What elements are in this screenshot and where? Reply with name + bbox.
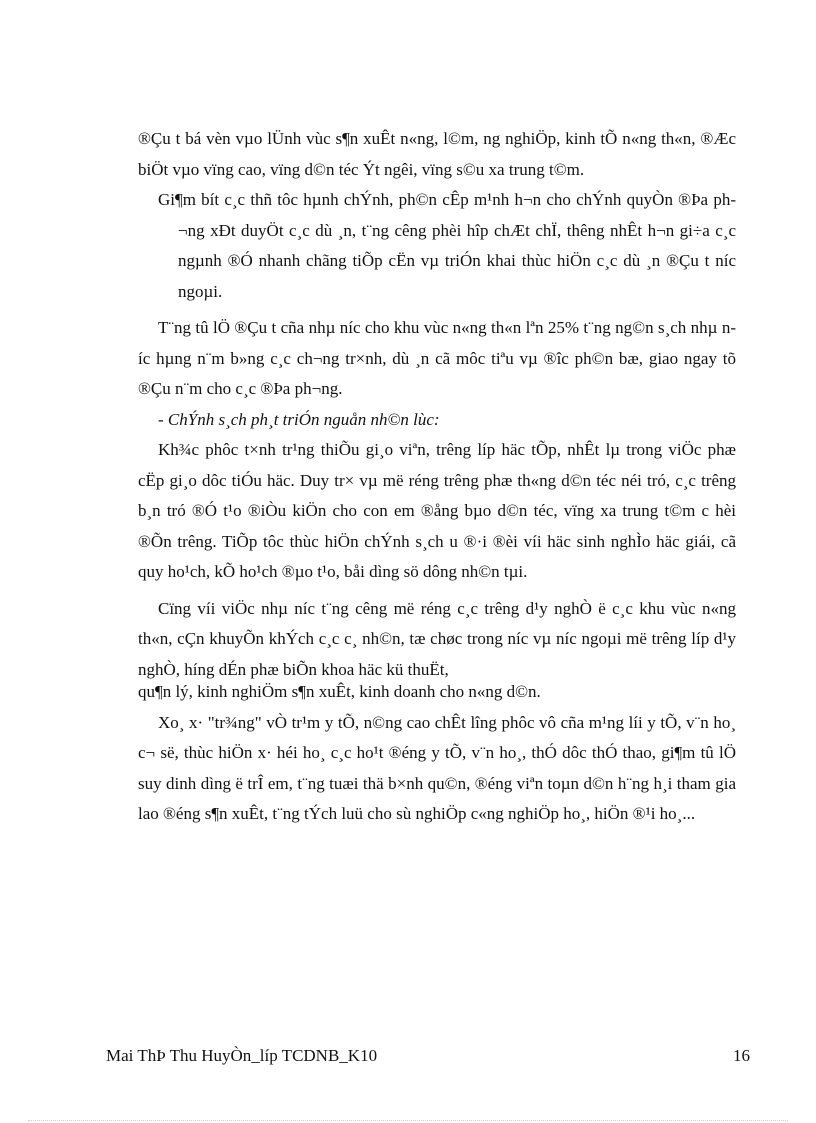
- footer-author: Mai ThÞ Thu HuyÒn_líp TCDNB_K10: [106, 1046, 378, 1065]
- text-block-upper: [138, 124, 736, 685]
- page-footer: [106, 1046, 750, 1066]
- paragraph-6: Cïng víi viÖc nhµ níc t¨ng cêng më réng c¸c trêng d¹y nghÒ ë c¸c khu vùc n«ng th«n, cÇn khuyÕn khÝch c¸c c¸ nh©n, tæ chøc trong níc vµ níc ngoµi më trêng líp d¹y nghÒ, híng dÉn phæ biÕn khoa häc kü thuËt,: [138, 598, 736, 679]
- paragraph-8: Xo¸ x· "tr¾ng" vÒ tr¹m y tÕ, n©ng cao chÊt lîng phôc vô cña m¹ng líi y tÕ, v¨n ho¸ c¬ së, thùc hiÖn x· héi ho¸ c¸c ho¹t ®éng y tÕ, v¨n ho¸, thÓ dôc thÓ thao, gi¶m tû lÖ suy dinh dìng ë trÎ em, t¨ng tuæi thä b×nh qu©n, ®éng viªn toµn d©n h¨ng h¸i tham gia lao ®éng s¶n xuÊt, t¨ng tÝch luü cho sù nghiÖp c«ng nghiÖp ho¸, hiÖn ®¹i ho¸...: [138, 712, 736, 823]
- paragraph-7: qu¶n lý, kinh nghiÖm s¶n xuÊt, kinh doanh cho n«ng d©n.: [138, 682, 541, 701]
- paragraph-5: Kh¾c phôc t×nh tr¹ng thiÕu gi¸o viªn, trêng líp häc tÕp, nhÊt lµ trong viÖc phæ cËp gi¸o dôc tiÓu häc. Duy tr× vµ më réng trêng phæ th«ng d©n téc néi tró, c¸c trêng b¸n tró ®Ó t¹o ®iÒu kiÖn cho con em ®ång bµo d©n téc, vïng xa trung t©m c hèi ®Õn trêng. TiÕp tôc thùc hiÖn chÝnh s¸ch u ®·i ®èi víi häc sinh nghÌo häc giái, cã quy ho¹ch, kÕ ho¹ch ®µo t¹o, båi dìng sö dông nh©n tµi.: [138, 440, 736, 581]
- bottom-divider: [28, 1120, 788, 1121]
- paragraph-3: T¨ng tû lÖ ®Çu t cña nhµ níc cho khu vùc n«ng th«n lªn 25% t¨ng ng©n s¸ch nhµ níc hµng n¨m b»ng c¸c ch¬ng tr×nh, dù ¸n cã môc tiªu vµ ®îc ph©n bæ, giao ngay tõ ®Çu n¨m cho c¸c ®Þa ph¬ng.: [138, 318, 736, 398]
- paragraph-1: ®Çu t bá vèn vµo lÜnh vùc s¶n xuÊt n«ng, l©m, ng nghiÖp, kinh tÕ n«ng th«n, ®Æc biÖt vµo vïng cao, vïng d©n téc Ýt ngêi, vïng s©u xa trung t©m.: [138, 129, 736, 179]
- paragraph-2: Gi¶m bít c¸c thñ tôc hµnh chÝnh, ph©n cÊp m¹nh h¬n cho chÝnh quyÒn ®Þa ph¬ng xÐt duyÖt c¸c dù ¸n, t¨ng cêng phèi hîp chÆt chÏ, thêng nhÊt h¬n gi÷a c¸c ngµnh ®Ó nhanh chãng tiÕp cËn vµ triÓn khai thùc hiÖn c¸c dù ¸n ®Çu t níc ngoµi.: [158, 190, 736, 301]
- section-heading: - ChÝnh s¸ch ph¸t triÓn nguån nh©n lùc:: [158, 409, 440, 429]
- page-number: 16: [733, 1046, 750, 1065]
- text-block-lower: [138, 677, 736, 830]
